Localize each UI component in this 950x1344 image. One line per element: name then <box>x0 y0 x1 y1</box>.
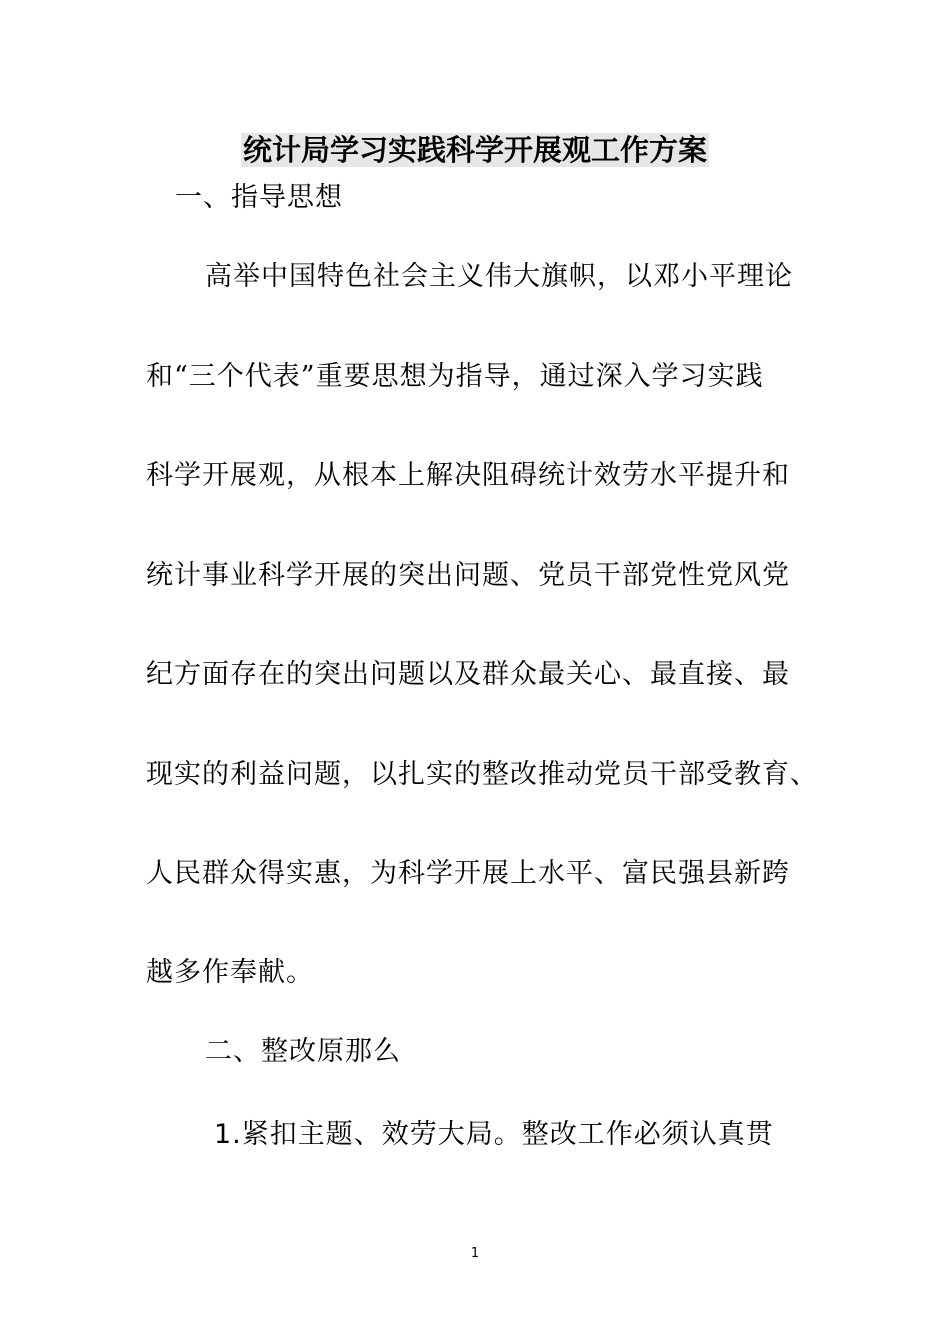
page-number: 1 <box>470 1246 480 1261</box>
paragraph-line-7: 人民群众得实惠，为科学开展上水平、富民强县新跨 <box>146 858 790 889</box>
paragraph-line-4: 统计事业科学开展的突出问题、党员干部党性党风党 <box>146 560 790 591</box>
list-item-1-text: 紧扣主题、效劳大局。整改工作必须认真贯 <box>241 1119 774 1150</box>
section-heading-rectification-principles: 二、整改原那么 <box>205 1036 401 1067</box>
paragraph-line-5: 纪方面存在的突出问题以及群众最关心、最直接、最 <box>146 659 790 690</box>
paragraph-line-3: 科学开展观，从根本上解决阻碍统计效劳水平提升和 <box>146 460 790 491</box>
document-title <box>0 130 950 170</box>
paragraph-line-6: 现实的利益问题，以扎实的整改推动党员干部受教育、 <box>146 759 818 790</box>
paragraph-line-1: 高举中国特色社会主义伟大旗帜，以邓小平理论 <box>205 261 793 292</box>
paragraph-line-8: 越多作奉献。 <box>146 957 314 988</box>
paragraph-line-2: 和“三个代表”重要思想为指导，通过深入学习实践 <box>146 361 764 392</box>
section-heading-guiding-ideology: 一、指导思想 <box>175 182 343 213</box>
list-item-1 <box>214 1117 774 1153</box>
list-item-1-number: 1. <box>214 1119 242 1150</box>
document-title-text: 统计局学习实践科学开展观工作方案 <box>242 133 707 167</box>
